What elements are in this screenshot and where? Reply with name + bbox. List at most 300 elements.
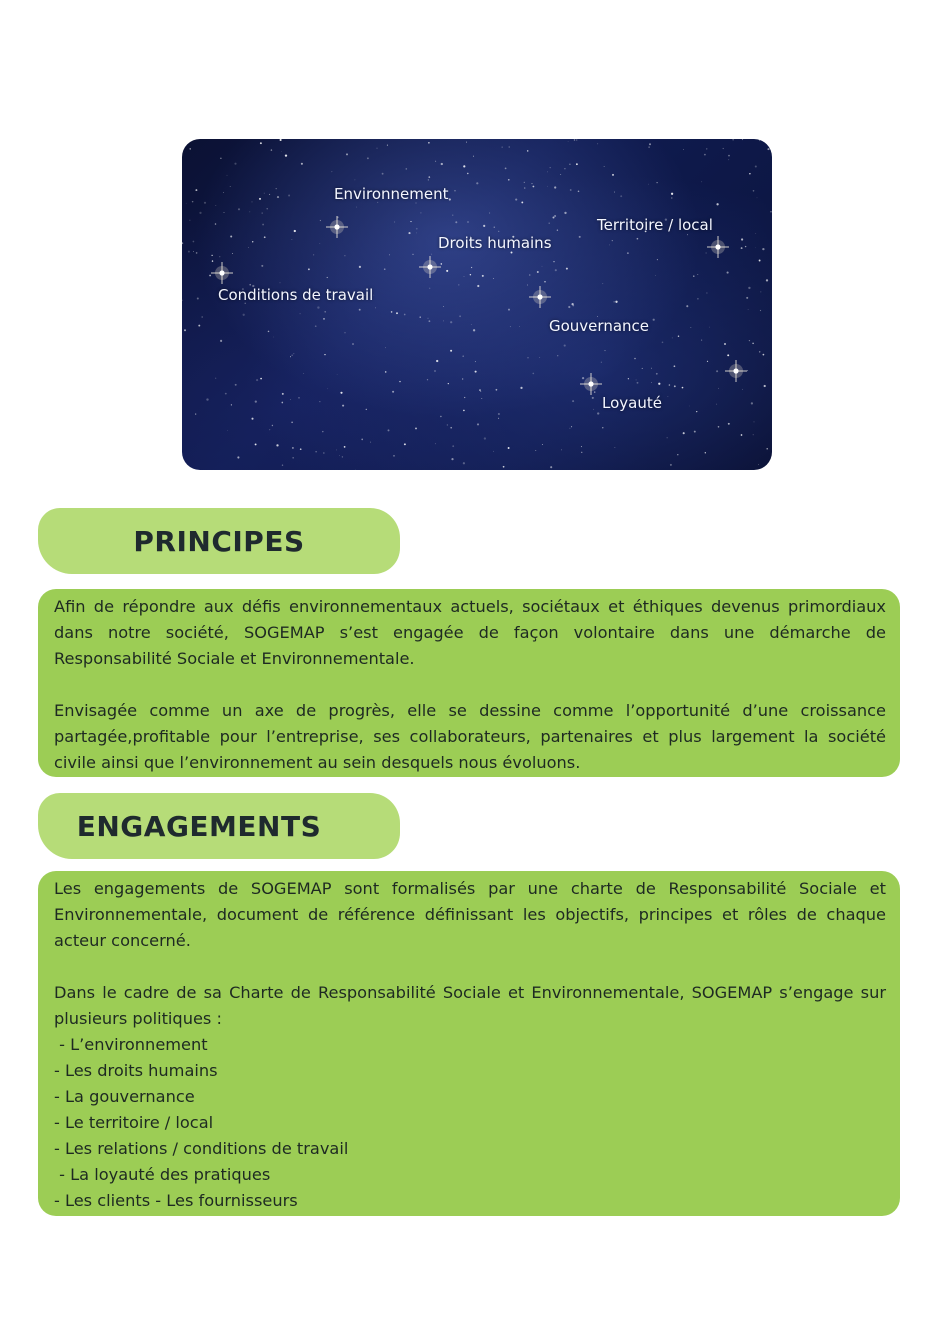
star (323, 452, 324, 453)
star (653, 319, 655, 321)
star (449, 198, 451, 200)
star (232, 253, 233, 254)
star (261, 265, 263, 267)
star (441, 263, 443, 265)
star (668, 396, 669, 397)
star (604, 166, 605, 167)
star (230, 235, 232, 237)
star (614, 301, 615, 302)
star (361, 439, 363, 441)
star (634, 358, 636, 360)
star (620, 195, 622, 197)
star (327, 388, 328, 389)
star (293, 353, 294, 354)
star (354, 179, 355, 180)
star (687, 234, 688, 235)
star (553, 217, 555, 219)
star (227, 430, 228, 431)
star (566, 268, 568, 270)
star (656, 182, 657, 183)
star (547, 172, 548, 173)
principes-heading (38, 508, 400, 574)
star (549, 223, 550, 224)
bright-star-icon (529, 286, 551, 308)
bright-star-icon (725, 360, 747, 382)
star (237, 456, 239, 458)
list-item: - Les droits humains (54, 1061, 218, 1080)
star (550, 167, 551, 168)
star (683, 149, 684, 150)
star (498, 413, 500, 415)
star (755, 233, 756, 234)
star (441, 163, 443, 165)
star (701, 181, 702, 182)
star (420, 212, 421, 213)
star (519, 326, 520, 327)
star (464, 276, 465, 277)
star (757, 197, 758, 198)
star (393, 455, 394, 456)
star (427, 318, 428, 319)
star (446, 270, 448, 272)
star (431, 254, 432, 255)
star (753, 190, 755, 192)
star (340, 392, 342, 394)
star (243, 314, 245, 316)
star (458, 284, 459, 285)
star (571, 426, 572, 427)
star (450, 321, 452, 323)
label-conditions-de-travail: Conditions de travail (218, 286, 374, 304)
list-item: - Le territoire / local (54, 1113, 214, 1132)
star (766, 448, 768, 450)
star (464, 397, 465, 398)
star (761, 292, 762, 293)
star (404, 314, 406, 316)
star (277, 196, 279, 198)
star (219, 256, 220, 257)
star (770, 211, 771, 212)
star (477, 423, 479, 425)
star (651, 382, 652, 383)
list-item: - La gouvernance (54, 1087, 195, 1106)
star (693, 275, 694, 276)
star (498, 231, 499, 232)
star (748, 309, 749, 310)
star (450, 350, 452, 352)
star (642, 368, 643, 369)
star (728, 159, 729, 160)
star (337, 374, 338, 375)
star (637, 382, 639, 384)
star (332, 171, 333, 172)
star (282, 465, 283, 466)
star (199, 212, 201, 214)
star (261, 212, 262, 213)
star (503, 466, 505, 468)
star (220, 158, 221, 159)
star (754, 422, 755, 423)
principes-title: PRINCIPES (133, 524, 305, 558)
star (315, 325, 317, 327)
star (509, 146, 510, 147)
star (196, 252, 198, 254)
star (759, 351, 760, 352)
star (280, 282, 281, 283)
star (694, 431, 696, 433)
star (434, 370, 436, 372)
star (745, 246, 746, 247)
star (193, 241, 195, 243)
star (255, 400, 257, 402)
star (215, 378, 216, 379)
list-item: - Les relations / conditions de travail (54, 1139, 349, 1158)
star (582, 377, 584, 379)
star (508, 179, 510, 181)
starfield-background (182, 139, 772, 470)
star (269, 429, 270, 430)
star (502, 147, 503, 148)
star (479, 389, 481, 391)
star (336, 449, 337, 450)
star (682, 387, 684, 389)
label-droits-humains: Droits humains (438, 234, 552, 252)
star (481, 398, 482, 399)
star (555, 269, 557, 271)
star (527, 357, 528, 358)
star (727, 354, 729, 356)
star (323, 318, 325, 320)
star (496, 389, 498, 391)
star (683, 432, 685, 434)
star (612, 240, 613, 241)
star (211, 255, 212, 256)
star (230, 186, 231, 187)
star (186, 203, 187, 204)
label-gouvernance: Gouvernance (549, 317, 649, 335)
star (742, 139, 743, 140)
star (385, 371, 387, 373)
star (182, 300, 183, 301)
star (532, 373, 534, 375)
star (527, 285, 528, 286)
star (406, 168, 408, 170)
star (238, 208, 240, 210)
bright-star-icon (326, 216, 348, 238)
star (612, 174, 614, 176)
engagements-paragraph-2: Dans le cadre de sa Charte de Responsabilité Sociale et Environnementale, SOGEMAP s’engage sur plusieurs politiques : (54, 983, 886, 1028)
star (377, 148, 378, 149)
star (615, 301, 617, 303)
star (359, 309, 361, 311)
star (389, 255, 390, 256)
star (315, 451, 316, 452)
star (188, 251, 190, 253)
star (508, 447, 510, 449)
star (604, 350, 605, 351)
star (359, 266, 361, 268)
star (564, 168, 565, 169)
star (547, 186, 548, 187)
star (415, 427, 417, 429)
star (259, 198, 261, 200)
star (473, 329, 475, 331)
star (539, 357, 540, 358)
star (716, 370, 718, 372)
star (581, 446, 582, 447)
star (483, 225, 485, 227)
star (718, 426, 720, 428)
star (576, 163, 578, 165)
label-environnement: Environnement (334, 185, 449, 203)
engagements-title: ENGAGEMENTS (76, 809, 322, 843)
star (554, 215, 556, 217)
star (767, 148, 769, 150)
star (667, 437, 668, 438)
star (313, 254, 314, 255)
star (225, 393, 227, 395)
star (268, 331, 270, 333)
star (215, 205, 216, 206)
star (609, 245, 610, 246)
star (308, 268, 310, 270)
star (192, 201, 194, 203)
star (448, 383, 449, 384)
star (264, 236, 266, 238)
star (385, 347, 386, 348)
bright-star-icon (580, 373, 602, 395)
star (454, 190, 455, 191)
star (674, 385, 676, 387)
star (280, 139, 282, 141)
star (557, 355, 558, 356)
star (466, 142, 467, 143)
list-item: - La loyauté des pratiques (54, 1165, 271, 1184)
star (276, 188, 277, 189)
label-territoire-local: Territoire / local (597, 216, 713, 234)
list-item: - L’environnement (54, 1035, 208, 1054)
star (690, 327, 691, 328)
star (408, 232, 410, 234)
star (521, 201, 523, 203)
star (288, 195, 290, 197)
star (529, 274, 530, 275)
bright-star-icon (419, 256, 441, 278)
star (569, 428, 570, 429)
star (209, 275, 211, 277)
star (467, 173, 468, 174)
star (463, 462, 465, 464)
star (382, 173, 384, 175)
star (755, 165, 757, 167)
label-loyaute: Loyauté (602, 394, 662, 412)
star (758, 464, 759, 465)
star (480, 391, 481, 392)
star (493, 278, 494, 279)
star (475, 371, 477, 373)
star (260, 142, 262, 144)
star (227, 175, 228, 176)
star (195, 189, 197, 191)
star (455, 221, 457, 223)
star (249, 211, 250, 212)
star (251, 418, 253, 420)
star (671, 197, 672, 198)
star (537, 271, 539, 273)
star (569, 164, 571, 166)
star (396, 312, 398, 314)
star (602, 427, 603, 428)
star (344, 255, 345, 256)
star (557, 230, 558, 231)
star (701, 340, 702, 341)
star (669, 384, 671, 386)
star (235, 384, 237, 386)
star (697, 298, 699, 300)
star (561, 450, 562, 451)
star (394, 221, 395, 222)
star (498, 418, 499, 419)
star (317, 306, 319, 308)
star (705, 452, 706, 453)
engagements-heading (38, 793, 400, 859)
star (440, 416, 441, 417)
star (195, 414, 196, 415)
star (428, 176, 430, 178)
star (554, 186, 556, 188)
star (724, 343, 726, 345)
star (614, 192, 615, 193)
star (678, 336, 679, 337)
star (752, 343, 753, 344)
star (709, 327, 710, 328)
star (276, 444, 278, 446)
star (597, 143, 598, 144)
star (482, 275, 484, 277)
star (223, 192, 224, 193)
star (262, 224, 264, 226)
star (355, 469, 356, 470)
principes-paragraph-1: Afin de répondre aux défis environnementaux actuels, sociétaux et éthiques devenus primordiaux dans notre société, SOGEMAP s’est engagée de façon volontaire dans une démarche de Responsabilité Sociale et Environnementale. (54, 597, 886, 668)
star (572, 305, 574, 307)
star (494, 226, 495, 227)
star (416, 228, 418, 230)
star (471, 324, 472, 325)
star (753, 434, 754, 435)
star (593, 409, 594, 410)
star (206, 398, 208, 400)
star (747, 370, 748, 371)
star (183, 462, 185, 464)
star (256, 379, 258, 381)
star (404, 443, 406, 445)
star (373, 295, 374, 296)
star (248, 247, 249, 248)
star (535, 450, 536, 451)
star (706, 292, 707, 293)
star (435, 161, 436, 162)
star (477, 285, 479, 287)
star (741, 247, 743, 249)
star (592, 397, 594, 399)
star (300, 448, 302, 450)
star (462, 378, 463, 379)
star (674, 365, 676, 367)
star (251, 201, 252, 202)
star (728, 155, 730, 157)
star (544, 281, 545, 282)
star (451, 458, 453, 460)
star (345, 332, 346, 333)
star (463, 165, 465, 167)
star (476, 182, 478, 184)
star (579, 236, 581, 238)
engagements-text-box (38, 871, 900, 1216)
star (352, 343, 354, 345)
star (391, 311, 393, 313)
engagements-paragraph-1: Les engagements de SOGEMAP sont formalisés par une charte de Responsabilité Sociale et Environnementale, document de référence définissant les objectifs, principes et rôles de chaque acteur concerné. (54, 879, 886, 950)
star (560, 174, 561, 175)
star (475, 361, 476, 362)
star (272, 425, 273, 426)
star (220, 340, 222, 342)
star (366, 409, 367, 410)
star (428, 142, 430, 144)
hero-starry-image (182, 139, 772, 470)
star (707, 361, 708, 362)
star (339, 455, 340, 456)
star (204, 202, 206, 204)
star (615, 447, 616, 448)
star (689, 406, 690, 407)
list-item: - Les clients - Les fournisseurs (54, 1191, 298, 1210)
star (670, 464, 672, 466)
star (266, 208, 267, 209)
star (212, 260, 213, 261)
star (201, 316, 203, 318)
star (716, 404, 717, 405)
star (252, 241, 253, 242)
star (198, 325, 200, 327)
star (260, 378, 262, 380)
star (410, 221, 411, 222)
star (532, 186, 534, 188)
principes-paragraph-2: Envisagée comme un axe de progrès, elle se dessine comme l’opportunité d’une croissance partagée,profitable pour l’entreprise, ses collaborateurs, partenaires et plus largement la société civile ainsi que l’environnement au sein desquels nous évoluons. (54, 701, 886, 772)
star (564, 212, 566, 214)
star (542, 444, 543, 445)
star (375, 308, 376, 309)
star (387, 145, 388, 146)
star (416, 233, 417, 234)
star (489, 213, 490, 214)
star (182, 242, 183, 244)
star (755, 247, 756, 248)
star (572, 400, 574, 402)
star (751, 402, 753, 404)
star (568, 141, 569, 142)
star (505, 168, 507, 170)
star (568, 306, 570, 308)
star (429, 320, 431, 322)
star (324, 311, 326, 313)
star (597, 412, 599, 414)
star (342, 456, 343, 457)
star (282, 393, 284, 395)
star (292, 447, 294, 449)
star (436, 360, 438, 362)
star (748, 287, 750, 289)
star (292, 239, 293, 240)
